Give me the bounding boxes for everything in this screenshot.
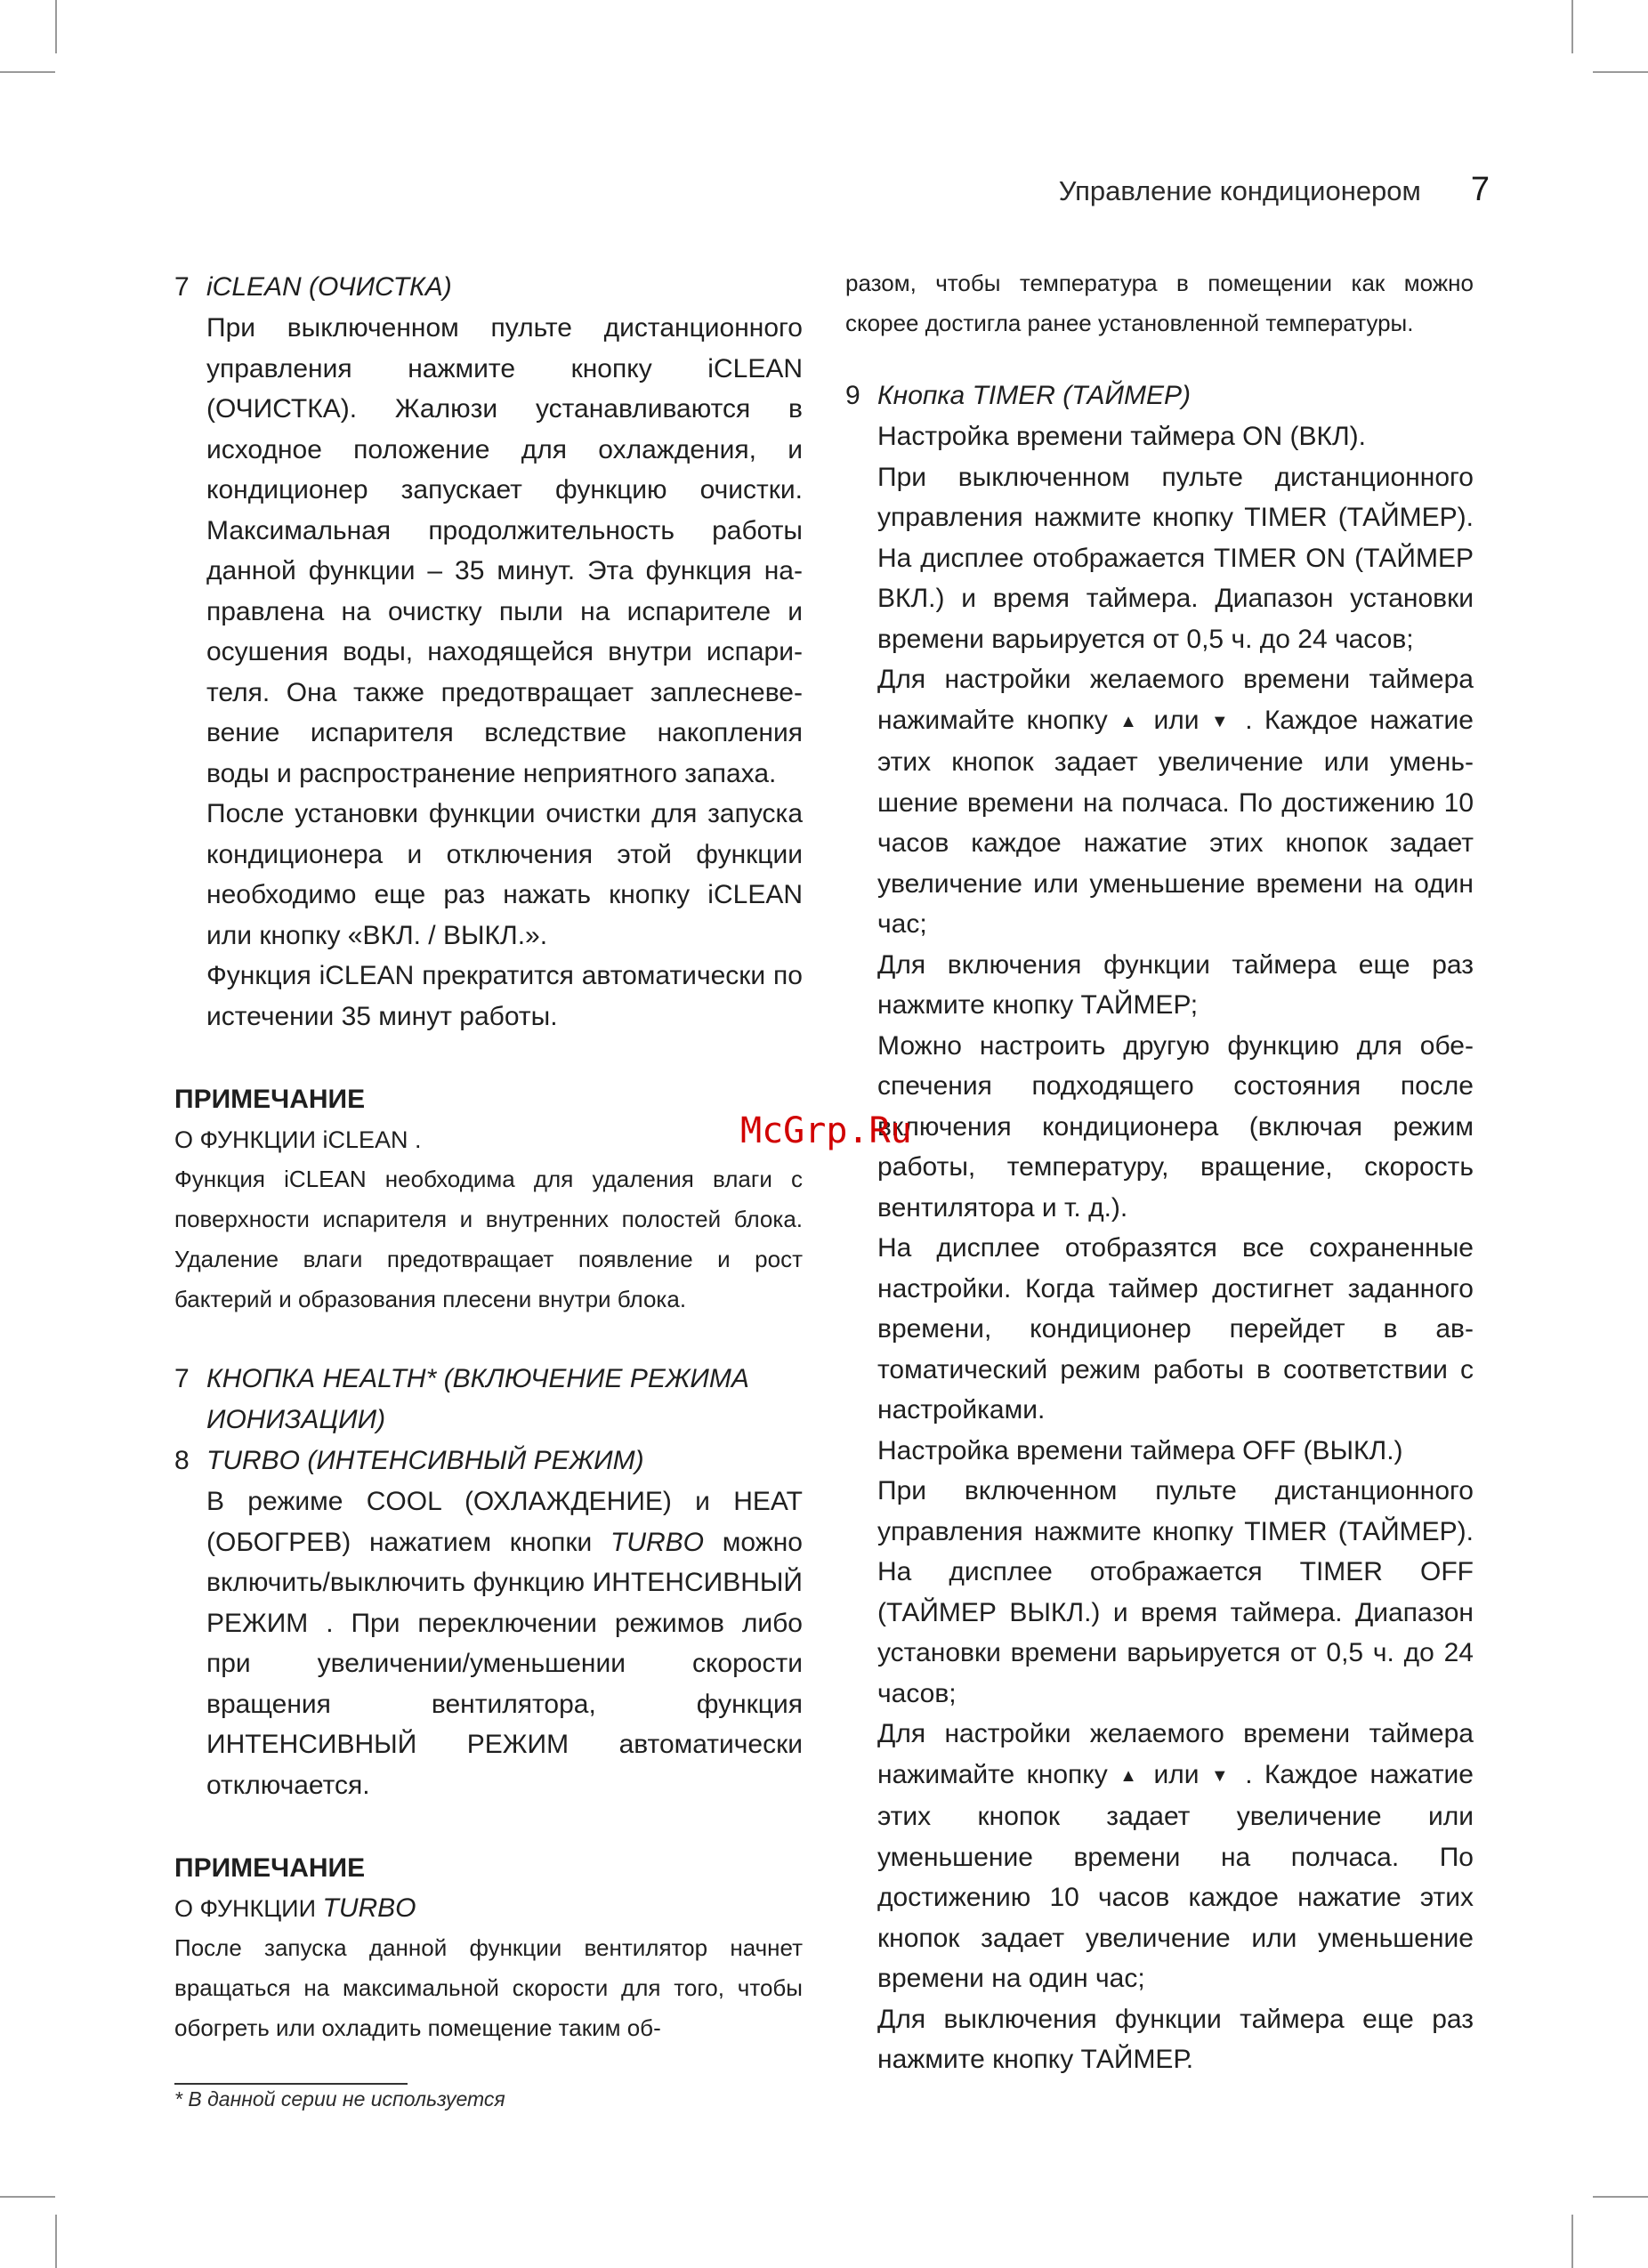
text-run: или	[1153, 705, 1200, 735]
paragraph: Настройка времени таймера OFF (ВЫКЛ.)	[877, 1435, 1403, 1465]
section-heading-turbo	[174, 1441, 803, 1481]
section-number: 7	[174, 1364, 190, 1393]
paragraph	[877, 1714, 1474, 1999]
note-subtitle: О ФУНКЦИИ iCLEAN .	[174, 1126, 422, 1153]
paragraph: При выключенном пульте дистанционного управления нажмите кнопку iCLEAN (ОЧИСТКА). Жалюзи устанавливаются в исходное положение для охлаждения, и кондиционер запускает функцию очистки. Максимальная продолжительность работы данной функции – 35 минут. Эта функция направлена на очистку пыли на испарителе и осушения воды, находящейся внутри испарителя. Она также предотвращает заплесневевение испарителя вследствие накопления воды и распространение неприятного запаха.	[206, 313, 803, 788]
section-number: 9	[845, 381, 860, 410]
up-arrow-icon: ▲	[1119, 1765, 1143, 1786]
note-title: ПРИМЕЧАНИЕ	[174, 1853, 366, 1883]
section-body	[174, 1481, 803, 1805]
left-column	[174, 267, 803, 2048]
section-title: КНОПКА HEALTH* (ВКЛЮЧЕНИЕ РЕЖИМА ИОНИЗАЦИИ)	[206, 1364, 749, 1434]
watermark: McGrp.Ru	[740, 1110, 912, 1151]
note-text: После запуска данной функции вентилятор начнет вращаться на максимальной скорости для того, чтобы обогреть или охладить помещение таким об-	[174, 1934, 803, 2041]
note-title: ПРИМЕЧАНИЕ	[174, 1085, 366, 1114]
paragraph: При включенном пульте дистанционного управления нажмите кнопку TIMER (ТАЙМЕР). На дисплее отображается TIMER OFF (ТАЙМЕР ВЫКЛ.) и время таймера. Диапазон установки времени варьируется от 0,5 ч. до 24 часов;	[877, 1476, 1474, 1708]
paragraph	[206, 1481, 803, 1805]
section-title: iCLEAN (ОЧИСТКА)	[206, 272, 452, 302]
text-run: Для настройки желаемого времени таймера нажимайте кнопку	[877, 665, 1474, 735]
crop-mark	[1571, 2215, 1573, 2268]
section-number: 8	[174, 1446, 190, 1475]
section-title: Кнопка TIMER (ТАЙМЕР)	[877, 381, 1192, 410]
paragraph: На дисплее отобразятся все сохраненные настройки. Когда таймер достигнет заданного времени, кондиционер перейдет в автоматический режим работы в соответствии с настройками.	[877, 1233, 1474, 1425]
text-run: . Каждое нажатие этих кнопок задает увеличение или уменьшение времени на полчаса. По достижению 10 часов каждое нажатие этих кнопок задает увеличение или уменьшение времени на один час;	[877, 1759, 1474, 1993]
paragraph: Функция iCLEAN прекратится автоматически по истечении 35 минут работы.	[206, 961, 803, 1031]
paragraph: Можно настроить другую функцию для обеспечения подходящего состояния после включения кондиционера (включая режим работы, температуру, вращение, скорость вентилятора и т. д.).	[877, 1030, 1474, 1223]
text-run: В режиме COOL (ОХЛАЖДЕНИЕ) и HEAT (ОБОГРЕВ) нажатием кнопки	[206, 1487, 803, 1557]
page-number: 7	[1470, 171, 1490, 208]
running-head	[1059, 171, 1490, 209]
crop-mark	[1593, 71, 1648, 73]
paragraph: Настройка времени таймера ON (ВКЛ).	[877, 422, 1366, 451]
section-number: 7	[174, 272, 190, 302]
up-arrow-icon: ▲	[1119, 711, 1143, 731]
text-run: или	[1153, 1759, 1200, 1789]
footnote-rule	[174, 2083, 408, 2085]
turbo-term: TURBO	[322, 1893, 416, 1923]
text-run: Для настройки желаемого времени таймера нажимайте кнопку	[877, 1719, 1474, 1789]
section-title: TURBO (ИНТЕНСИВНЫЙ РЕЖИМ)	[206, 1446, 644, 1475]
crop-mark	[0, 71, 55, 73]
paragraph: При выключенном пульте дистанционного управления нажмите кнопку TIMER (ТАЙМЕР). На дисплее отображается TIMER ON (ТАЙМЕР ВКЛ.) и время таймера. Диапазон установки времени варьируется от 0,5 ч. до 24 часов;	[877, 462, 1474, 654]
crop-mark	[1593, 2196, 1648, 2198]
section-body	[174, 308, 803, 1037]
crop-mark	[1571, 0, 1573, 53]
note-text: Функция iCLEAN необходима для удаления влаги с поверхности испарителя и внутренних полостей блока. Удаление влаги предотвращает появление и рост бактерий и образования плесени внутри блока.	[174, 1166, 803, 1312]
crop-mark	[55, 2215, 57, 2268]
note-subtitle	[174, 1889, 803, 1928]
text-run: можно включить/выключить функцию ИНТЕНСИВНЫЙ РЕЖИМ . При переключении режимов либо при увеличении/уменьшении скорости вращения вентилятора, функция ИНТЕНСИВНЫЙ РЕЖИМ автоматически отключается.	[206, 1527, 803, 1800]
crop-mark	[55, 0, 57, 53]
paragraph: После установки функции очистки для запуска кондиционера и отключения этой функции необходимо еще раз нажать кнопку iCLEAN или кнопку «ВКЛ. / ВЫКЛ.».	[206, 799, 803, 950]
section-heading-timer	[845, 375, 1474, 416]
right-column	[845, 267, 1474, 2080]
paragraph: Для выключения функции таймера еще раз нажмите кнопку ТАЙМЕР.	[877, 2004, 1474, 2074]
paragraph	[877, 659, 1474, 945]
continued-text: разом, чтобы температура в помещении как можно скорее достигла ранее установленной температуры.	[845, 270, 1474, 336]
footnote: * В данной серии не используется	[174, 2087, 505, 2111]
turbo-term: TURBO	[610, 1527, 704, 1557]
text-run: О ФУНКЦИИ	[174, 1895, 316, 1922]
section-heading-health	[174, 1359, 803, 1441]
crop-mark	[0, 2196, 55, 2198]
section-heading-iclean	[174, 267, 803, 308]
text-run: . Каждое нажатие этих кнопок задает увеличение или уменьшение времени на полчаса. По достижению 10 часов каждое нажатие этих кнопок задает увеличение или уменьшение времени на один час;	[877, 705, 1474, 939]
paragraph: Для включения функции таймера еще раз нажмите кнопку ТАЙМЕР;	[877, 949, 1474, 1020]
down-arrow-icon: ▼	[1210, 711, 1233, 731]
running-head-title: Управление кондиционером	[1058, 175, 1421, 206]
section-body	[845, 416, 1474, 2080]
down-arrow-icon: ▼	[1210, 1765, 1233, 1786]
